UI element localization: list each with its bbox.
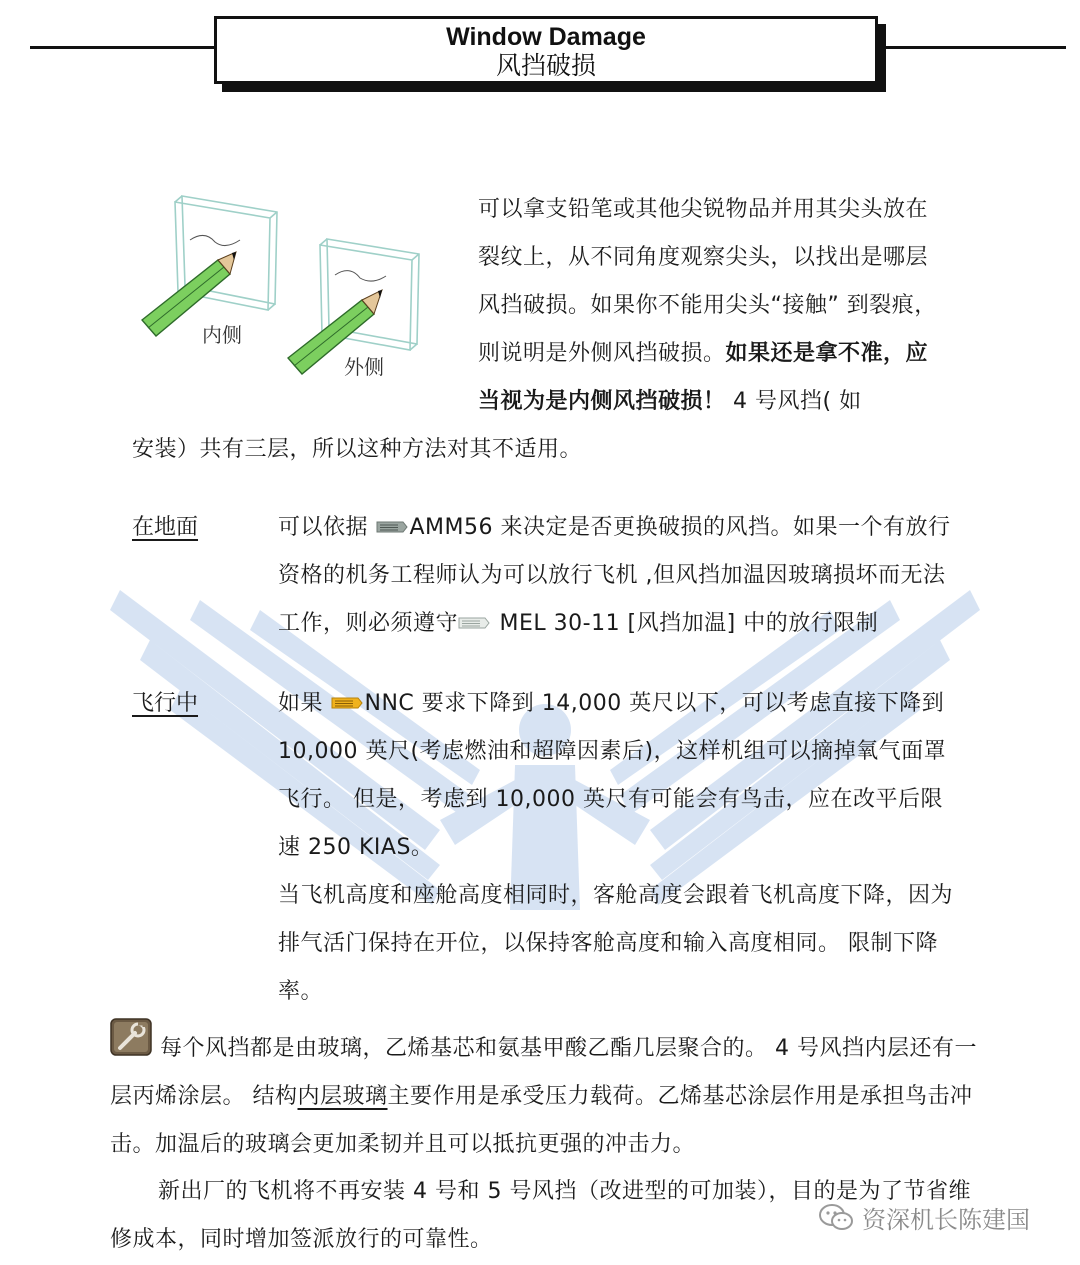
title-english: Window Damage — [446, 23, 646, 51]
label-outer: 外侧 — [344, 355, 384, 379]
document-reference-icon — [458, 615, 490, 631]
document-reference-icon — [376, 519, 408, 535]
on-ground-text-part: 可以依据 — [278, 515, 376, 540]
intro-paragraph — [478, 186, 948, 426]
mel-reference[interactable]: MEL 30-11 [风挡加温] — [492, 611, 736, 636]
in-flight-text — [278, 680, 958, 1016]
in-flight-text-part: 要求下降到 14,000 英尺以下，可以考虑直接下降到 10,000 英尺(考虑燃油和超障因素后)，这样机组可以摘掉氧气面罩飞行。 但是，考虑到 10,000 英尺有可能会有鸟击，应在改平后限速 250 KIAS。 — [278, 691, 947, 860]
title-chinese: 风挡破损 — [495, 51, 596, 80]
wechat-account-name: 资深机长陈建国 — [862, 1205, 1030, 1234]
on-ground-text — [278, 504, 958, 648]
in-flight-text-part: 如果 — [278, 691, 331, 716]
note-text: 主要作用是承受压力载荷。乙烯基芯涂层作用是承担鸟击冲击。加温后的玻璃会更加柔韧并且可以抵抗更强的冲击力。 — [110, 1084, 973, 1157]
in-flight-text-part: 当飞机高度和座舱高度相同时，客舱高度会跟着飞机高度下降，因为排气活门保持在开位，以保持客舱高度和输入高度相同。 限制下降率。 — [278, 883, 954, 1004]
note-text: 每个风挡都是由玻璃，乙烯基芯和氨基甲酸乙酯几层聚合的。 4 号风挡内层还有一层丙烯涂层。 结构 — [110, 1036, 977, 1109]
wechat-account-watermark — [818, 1200, 1030, 1234]
checklist-reference-icon — [331, 695, 363, 711]
header-rule-right — [884, 46, 1066, 49]
on-ground-text-part: 中的放行限制 — [735, 611, 879, 636]
label-inner: 内侧 — [202, 323, 242, 347]
title-box — [214, 16, 878, 84]
intro-text: 可以拿支铅笔或其他尖锐物品并用其尖头放在裂纹上，从不同角度观察尖头，以找出是哪层风挡破损。如果你不能用尖头“接触” 到裂痕，则说明是外侧风挡破损。 — [478, 197, 937, 366]
on-ground-label: 在地面 — [132, 515, 199, 540]
nnc-reference[interactable]: NNC — [364, 691, 415, 716]
note-paragraph — [110, 1025, 990, 1169]
on-ground-text-part: 来决定是否更换破损的风挡。如果一个有放行资格的机务工程师认为可以放行飞机 ,但风挡加温因玻璃损坏而无法工作，则必须遵守 — [278, 515, 951, 636]
header-rule-left — [30, 46, 218, 49]
intro-text-tail: 4 号风挡( 如 — [725, 389, 862, 414]
wechat-icon — [818, 1202, 854, 1232]
pencil-crack-illustration — [130, 190, 460, 410]
in-flight-label: 飞行中 — [132, 691, 199, 716]
note-underlined-text: 内层玻璃 — [297, 1084, 388, 1109]
amm-reference[interactable]: AMM56 — [409, 515, 494, 540]
intro-paragraph-continued: 安装）共有三层，所以这种方法对其不适用。 — [132, 437, 583, 462]
closing-paragraph: 新出厂的飞机将不再安装 4 号和 5 号风挡（改进型的可加装），目的是为了节省维修成本，同时增加签派放行的可靠性。 — [110, 1179, 971, 1252]
intro-bold-text: 如果还是拿不准，应当视为是内侧风挡破损！ — [478, 341, 929, 414]
